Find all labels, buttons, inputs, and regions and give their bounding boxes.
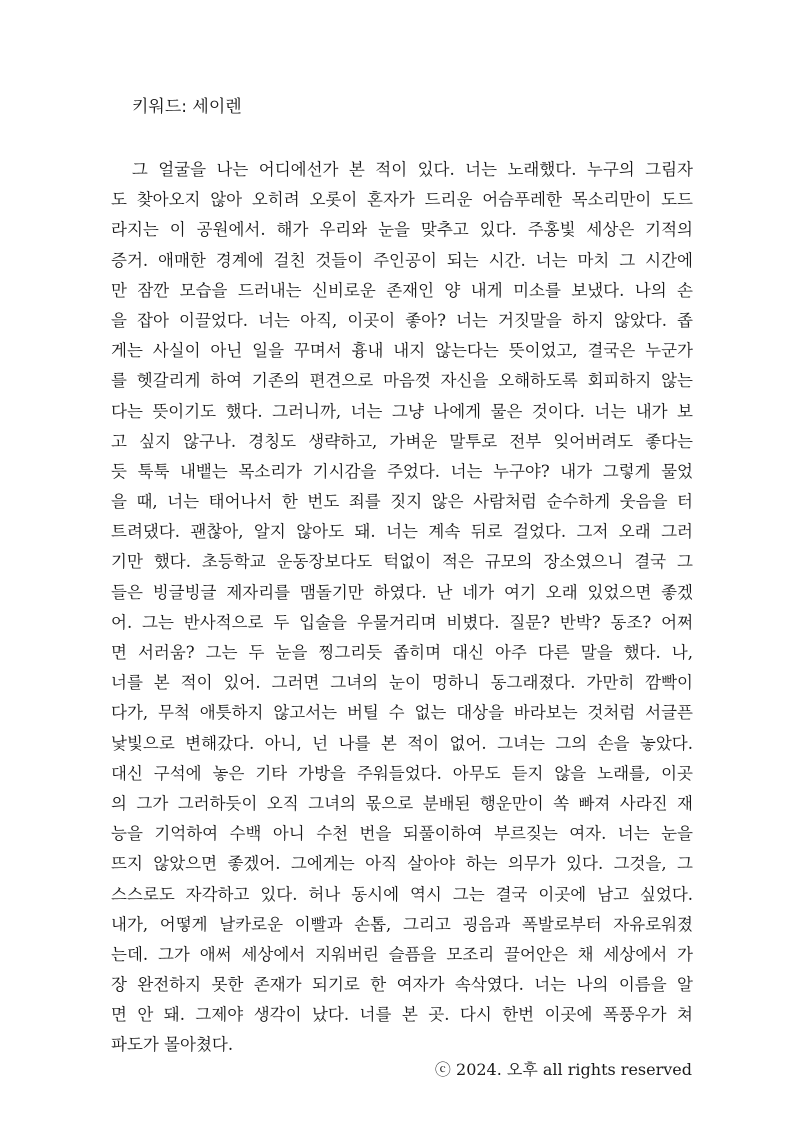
- body-line: 다는 뜻이기도 했다. 그러니까, 너는 그냥 나에게 물은 것이다. 너는 내가 보: [111, 401, 693, 421]
- body-line: 고 싶지 않구나. 경칭도 생략하고, 가벼운 말투로 전부 잊어버려도 좋다는: [111, 431, 693, 451]
- body-line: 뜨지 않았으면 좋겠어. 그에게는 아직 살아야 하는 의무가 있다. 그것을, 그: [111, 854, 693, 874]
- body-line: 도 찾아오지 않아 오히려 오롯이 혼자가 드리운 어슴푸레한 목소리만이 도드: [111, 190, 693, 210]
- body-line: 만 잠깐 모습을 드러내는 신비로운 존재인 양 내게 미소를 보냈다. 나의 손: [111, 280, 693, 300]
- body-line: 너를 본 적이 있어. 그러면 그녀의 눈이 멍하니 동그래졌다. 가만히 깜빡이: [111, 673, 693, 693]
- body-line: 들은 빙글빙글 제자리를 맴돌기만 하였다. 난 네가 여기 오래 있었으면 좋겠: [111, 582, 693, 602]
- copyright-footer: ⓒ 2024. 오후 all rights reserved: [434, 1060, 692, 1079]
- body-line: 면 서러움? 그는 두 눈을 찡그리듯 좁히며 대신 아주 다른 말을 했다. 나,: [111, 643, 693, 662]
- body-line: 파도가 몰아쳤다.: [111, 1035, 234, 1055]
- body-line: 을 때, 너는 태어나서 한 번도 죄를 짓지 않은 사람처럼 순수하게 웃음을 터: [111, 492, 693, 512]
- body-line: 라지는 이 공원에서. 해가 우리와 눈을 맞추고 있다. 주홍빛 세상은 기적의: [111, 220, 693, 240]
- body-line: 는데. 그가 애써 세상에서 지워버린 슬픔을 모조리 끌어안은 채 세상에서 가: [111, 944, 693, 964]
- body-line: 능을 기억하여 수백 아니 수천 번을 되풀이하여 부르짖는 여자. 너는 눈을: [111, 824, 693, 844]
- body-line: 를 헷갈리게 하여 기존의 편견으로 마음껏 자신을 오해하도록 회피하지 않는: [111, 371, 693, 391]
- body-line: 어. 그는 반사적으로 두 입술을 우물거리며 비볐다. 질문? 반박? 동조? 어쩌: [111, 612, 693, 632]
- body-line: 스스로도 자각하고 있다. 허나 동시에 역시 그는 결국 이곳에 남고 싶었다.: [111, 884, 693, 904]
- body-line: 게는 사실이 아닌 일을 꾸며서 흉내 내지 않는다는 뜻이었고, 결국은 누군가: [111, 341, 693, 361]
- body-line: 그 얼굴을 나는 어디에선가 본 적이 있다. 너는 노래했다. 누구의 그림자: [111, 160, 693, 179]
- body-line: 기만 했다. 초등학교 운동장보다도 턱없이 적은 규모의 장소였으니 결국 그: [111, 552, 693, 572]
- body-line: 트려댔다. 괜찮아, 알지 않아도 돼. 너는 계속 뒤로 걸었다. 그저 오래 그러: [111, 522, 693, 542]
- body-line: 을 잡아 이끌었다. 너는 아직, 이곳이 좋아? 너는 거짓말을 하지 않았다. 좁: [111, 310, 693, 330]
- body-line: 증거. 애매한 경계에 걸친 것들이 주인공이 되는 시간. 너는 마치 그 시간에: [111, 250, 693, 270]
- keyword-line: 키워드: 세이렌: [132, 97, 242, 117]
- body-line: 다가, 무척 애틋하지 않고서는 버틸 수 없는 대상을 바라보는 것처럼 서글픈: [111, 703, 693, 723]
- body-line: 듯 툭툭 내뱉는 목소리가 기시감을 주었다. 너는 누구야? 내가 그렇게 물었: [111, 461, 693, 481]
- body-line: 의 그가 그러하듯이 오직 그녀의 몫으로 분배된 행운만이 쏙 빠져 사라진 재: [111, 793, 693, 813]
- body-line: 장 완전하지 못한 존재가 되기로 한 여자가 속삭였다. 너는 나의 이름을 알: [111, 975, 693, 995]
- body-line: 대신 구석에 놓은 기타 가방을 주워들었다. 아무도 듣지 않을 노래를, 이곳: [111, 763, 693, 783]
- story-body: [111, 155, 693, 1061]
- body-line: 낯빛으로 변해갔다. 아니, 넌 나를 본 적이 없어. 그녀는 그의 손을 놓았다.: [111, 733, 693, 753]
- body-line: 면 안 돼. 그제야 생각이 났다. 너를 본 곳. 다시 한번 이곳에 폭풍우가 쳐: [111, 1005, 693, 1025]
- body-line: 내가, 어떻게 날카로운 이빨과 손톱, 그리고 굉음과 폭발로부터 자유로워졌: [111, 914, 693, 934]
